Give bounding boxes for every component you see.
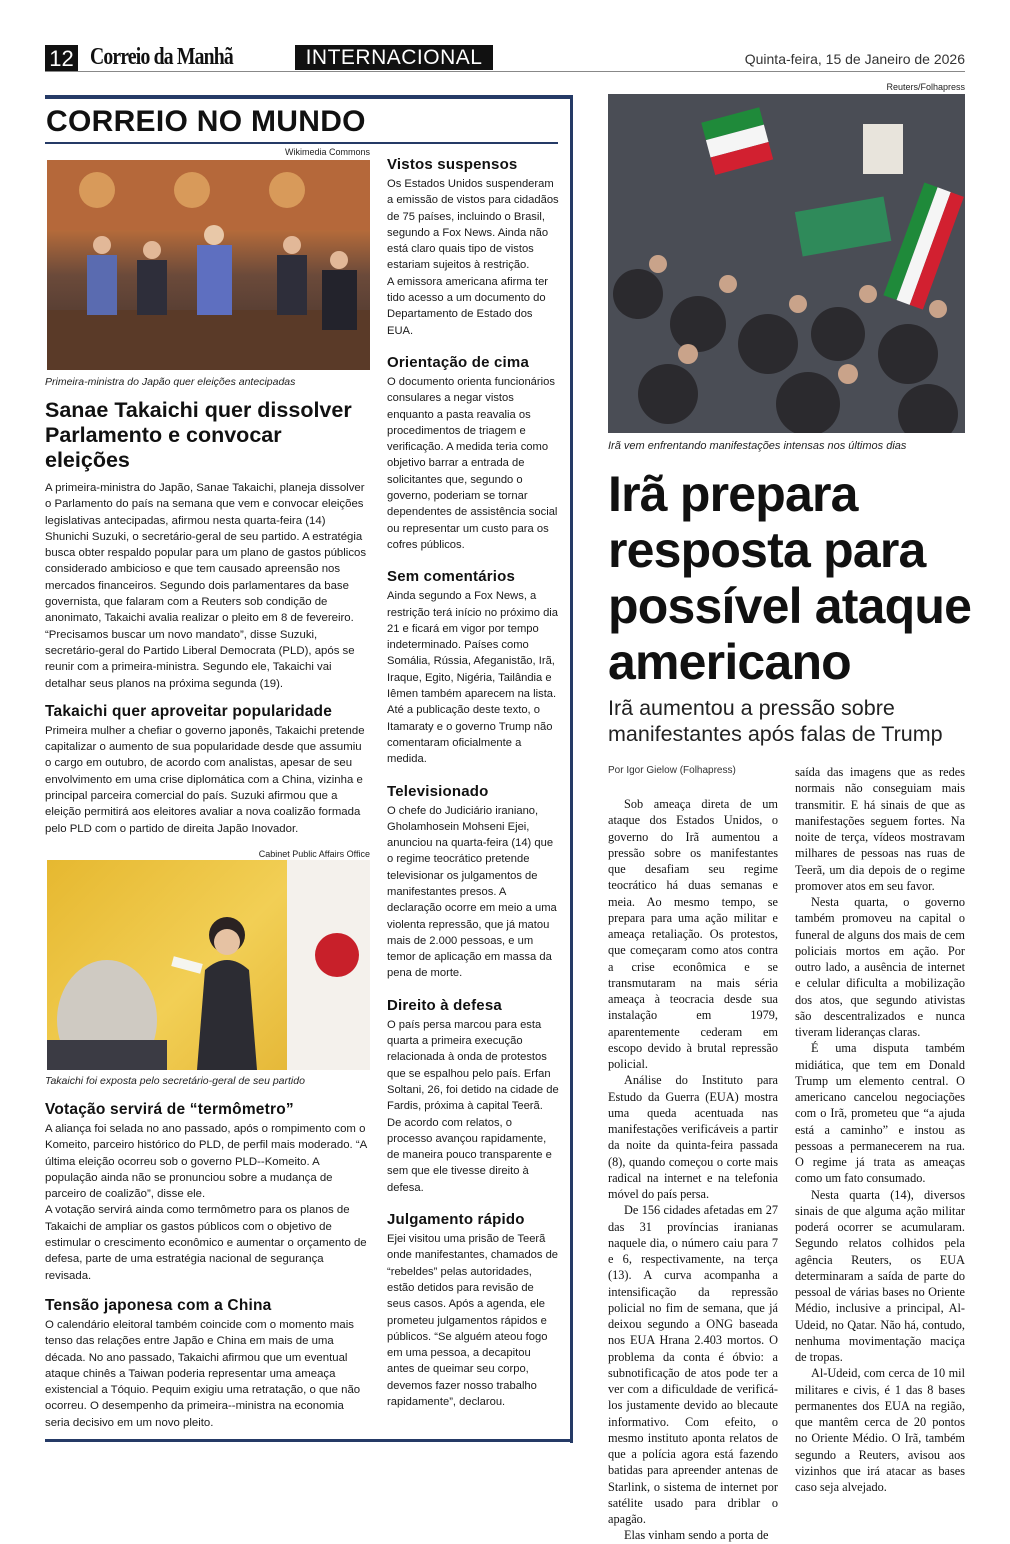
- title-rule: [45, 142, 558, 144]
- japan-article-continued: [45, 1090, 370, 1431]
- article-paragraph: Nesta quarta, o governo também promoveu na capital o funeral de alguns dos mais de cem policiais mortos em ação. Por outro lado, a ausência de internet e celular dificulta a mobilização dos atos, que segundo ativistas são descentralizados e nunca tiveram lideranças claras.: [795, 895, 965, 1039]
- article-subhead: Votação servirá de “termômetro”: [45, 1101, 294, 1118]
- box-top-border: [45, 95, 573, 99]
- brief-paragraph: O chefe do Judiciário iraniano, Gholamhosein Mohseni Ejei, anunciou na quarta-feira (14) que o regime teocrático pretende televisionar os julgamentos de manifestantes presos. A declaração ocorre em meio a uma violenta repressão, que já matou mais de 2.000 pessoas, e um temor de aplicação em massa da pena de morte.: [387, 804, 557, 980]
- article-paragraph: É uma disputa também midiática, que tem em Donald Trump um elemento central. O americano cancelou negociações com o Irã, prometeu que “a ajuda está a caminho” e instou as pessoas a permanecerem na rua. O regime já trata as ameaças como um fato consumado.: [795, 1041, 965, 1186]
- article-paragraph: Nesta quarta (14), diversos sinais de que alguma ação militar poderá ocorrer se acumularam. Segundo relatos colhidos pela agência Reuters, os EUA determinaram a saída de parte do pessoal de várias bases no Oriente Médio, inclusive a principal, Al-Udeid, no Qatar. Não há, contudo, nenhuma movimentação maciça de tropas.: [795, 1187, 965, 1364]
- article-subhead: Tensão japonesa com a China: [45, 1296, 272, 1314]
- iran-article-column-2: [795, 764, 965, 1495]
- parliament-photo: [47, 160, 370, 370]
- iran-protest-photo: [608, 94, 965, 433]
- issue-date: Quinta-feira, 15 de Janeiro de 2026: [744, 51, 965, 67]
- brief-paragraph: Ainda segundo a Fox News, a restrição terá início no próximo dia 21 e ficará em vigor por tempo indeterminado. Países como Somália, Rússia, Afeganistão, Irã, Iraque, Egito, Nigéria, Tailândia e Iêmen também aparecem na lista. Até a publicação deste texto, o Itamaraty e o governo Trump não comentaram oficialmente a medida.: [387, 590, 558, 766]
- brief-title: Vistos suspensos: [387, 156, 518, 173]
- article-paragraph: De 156 cidades afetadas em 27 das 31 províncias iranianas naquele dia, o número caiu para 7 e 6, respectivamente, na terça (13). A curva acompanha a intensificação da repressão policial no fim de semana, que já deixou segundo a ONG baseada nos EUA Hrana 2.403 mortos. O problema da conta é óbvio: a subnotificação de atos pode ter a ver com a dificuldade de verificá-los justamente devido ao blecaute informativo. Com efeito, o mesmo instituto aponta relatos de que a polícia agora está fazendo batidas para apreender antenas de Starlink, o sistema de internet por satélite usado para driblar o apagão.: [608, 1203, 778, 1526]
- brief-title: Orientação de cima: [387, 353, 529, 371]
- photo-caption: Primeira-ministra do Japão quer eleições antecipadas: [45, 376, 296, 388]
- newspaper-logo: Correio da Manhã: [90, 44, 233, 70]
- brief-title: Julgamento rápido: [387, 1211, 525, 1229]
- brief-paragraph: Ejei visitou uma prisão de Teerã onde manifestantes, chamados de “rebeldes” pelas autoridades, estão detidos para revisão de seus casos. Após a agenda, ele prometeu julgamentos rápidos e públicos. “Se alguém ateou fogo em uma pessoa, a decapitou antes de queimar seu corpo, devemos fazer nosso trabalho rapidamente”, declarou.: [387, 1233, 559, 1408]
- main-subheadline: Irã aumentou a pressão sobre manifestantes após falas de Trump: [608, 696, 943, 746]
- photo-caption: Irã vem enfrentando manifestações intensas nos últimos dias: [608, 440, 907, 452]
- brief-paragraph: O documento orienta funcionários consulares a negar vistos enquanto a pasta reavalia os procedimentos de triagem e verificação. A medida teria como objetivo barrar a entrada de solicitantes que, segundo o governo, poderiam se tornar dependentes de assistência social ou representar um custo para os cofres públicos.: [387, 375, 558, 551]
- page-number: 12: [45, 45, 78, 72]
- brief-title: Direito à defesa: [387, 996, 502, 1014]
- photo-credit: Cabinet Public Affairs Office: [258, 849, 370, 859]
- parliament-illustration: [47, 160, 370, 370]
- article-paragraph: Elas vinham sendo a porta de: [624, 1528, 769, 1543]
- box-bottom-border: [45, 1439, 573, 1442]
- main-headline: Irã prepara resposta para possível ataque americano: [608, 466, 972, 690]
- photo-credit: Reuters/Folhapress: [886, 82, 965, 92]
- article-headline: Sanae Takaichi quer dissolver Parlamento e convocar eleições: [45, 398, 352, 472]
- article-paragraph: A votação servirá ainda como termômetro para os planos de Takaichi de ampliar os gastos públicos com o objetivo de estimular o crescimento econômico e aumentar o orçamento de defesa, parte de uma estratégia nacional de segurança revisada.: [45, 1204, 367, 1282]
- takaichi-illustration: [47, 860, 370, 1070]
- article-paragraph: Primeira mulher a chefiar o governo japonês, Takaichi pretende capitalizar o aumento de sua popularidade desde que assumiu o cargo em outubro, de acordo com analistas, apesar de seu envolvimento em uma crise diplomática com a China, vizinha e principal parceira comercial do país. Suzuki afirmou que a eleição permitirá aos eleitores avaliar a nova coalizão formada pelo PLD com o partido de direita Japão Inovador.: [45, 724, 365, 835]
- article-paragraph: Análise do Instituto para Estudo da Guerra (EUA) mostra uma queda acentuada nas manifestações verificáveis a partir da noite da quinta-feira passada (8), quando começou o corte mais radical na internet e na telefonia móvel do país persa.: [608, 1073, 778, 1201]
- brief-paragraph: Os Estados Unidos suspenderam a emissão de vistos para cidadãos de 75 países, incluindo o Brasil, segundo a Fox News. Ainda não está claro quais tipo de vistos estariam sujeitos à restrição.: [387, 178, 559, 272]
- article-subhead: Takaichi quer aproveitar popularidade: [45, 702, 333, 720]
- takaichi-photo: [47, 860, 370, 1070]
- article-paragraph: Al-Udeid, com cerca de 10 mil militares e civis, é 1 das 8 bases permanentes dos EUA na região, que mantêm cerca de 20 pontos no Oriente Médio. O Irã, também segundo a Reuters, avisou aos vizinhos que irá atacar as bases caso seja alvejado.: [795, 1366, 965, 1494]
- japan-article: [45, 398, 370, 837]
- article-paragraph: A aliança foi selada no ano passado, após o rompimento com o Komeito, parceiro histórico do PLD, de perfil mais moderado. “A última eleição ocorreu sob o governo PLD--Komeito. A população ainda não se pronunciou sobre a mudança de parceiro de coalizão”, disse ele.: [45, 1123, 367, 1201]
- protest-illustration: [608, 94, 965, 433]
- brief-paragraph: A emissora americana afirma ter tido acesso a um documento do Departamento de Estado dos EUA.: [387, 275, 549, 337]
- news-briefs-column: [387, 155, 559, 1410]
- brief-paragraph: O país persa marcou para esta quarta a primeira execução relacionada à onda de protestos que se espalhou pelo país. Erfan Soltani, 26, foi detido na cidade de Fardis, próxima à capital Teerã. De acordo com relatos, o processo avançou rapidamente, de maneira pouco transparente e sem que ele tivesse direito à defesa.: [387, 1018, 559, 1194]
- section-label: INTERNACIONAL: [295, 45, 493, 70]
- box-title: CORREIO NO MUNDO: [46, 105, 366, 138]
- article-paragraph: O calendário eleitoral também coincide com o momento mais tenso das relações entre Japão e China em mais de uma década. No ano passado, Takaichi afirmou que um eventual ataque chinês a Taiwan poderia representar uma ameaça existencial a Tóquio. Pequim exigiu uma retratação, o que não ocorreu. O desempenho da primeira--ministra na economia seria decisivo em um novo pleito.: [45, 1318, 361, 1429]
- article-paragraph: Sob ameaça direta de um ataque dos Estados Unidos, o governo do Irã aumentou a pressão sobre os manifestantes que desafiam seu regime teocrático há duas semanas e meia. Ao mesmo tempo, se prepara para uma ação militar e ameaça retaliação. Os protestos, que começaram como atos contra a crise econômica e se transmutaram na mais séria ameaça à teocracia desde sua instalação em 1979, aparentemente cederam em escopo devido à brutal repressão policial.: [608, 797, 778, 1071]
- photo-caption: Takaichi foi exposta pelo secretário-geral de seu partido: [45, 1075, 305, 1087]
- box-right-border: [570, 95, 573, 1443]
- byline: Por Igor Gielow (Folhapress): [608, 765, 736, 776]
- brief-title: Televisionado: [387, 782, 489, 800]
- photo-credit: Wikimedia Commons: [284, 147, 370, 157]
- header-rule: [45, 71, 965, 72]
- article-paragraph: saída das imagens que as redes normais não conseguiam mais transmitir. E há sinais de que as manifestações seguem fortes. Na noite de terça, vídeos mostravam milhares de pessoas nas ruas de Teerã, um dia depois de o regime promover atos em seu favor.: [795, 765, 965, 893]
- iran-article-column-1: [608, 796, 778, 1544]
- brief-title: Sem comentários: [387, 568, 516, 586]
- article-paragraph: A primeira-ministra do Japão, Sanae Takaichi, planeja dissolver o Parlamento do país na semana que vem e convocar eleições legislativas antecipadas, afirmou nesta quarta-feira (14) Shunichi Suzuki, o secretário-geral de seu partido. A estratégia busca obter respaldo popular para um plano de gastos públicos considerado ambicioso e que tem causado apreensão nos mercados financeiros. Segundo dois parlamentares da base governista, que falaram com a Reuters sob condição de anonimato, Takaichi avalia realizar o pleito em 8 de fevereiro. “Precisamos buscar um novo mandato”, disse Suzuki, secretário-geral do Partido Liberal Democrata (PLD), após se reunir com a primeira-ministra. Segundo ele, Takaichi vai detalhar seus planos na próxima segunda (19).: [45, 482, 367, 690]
